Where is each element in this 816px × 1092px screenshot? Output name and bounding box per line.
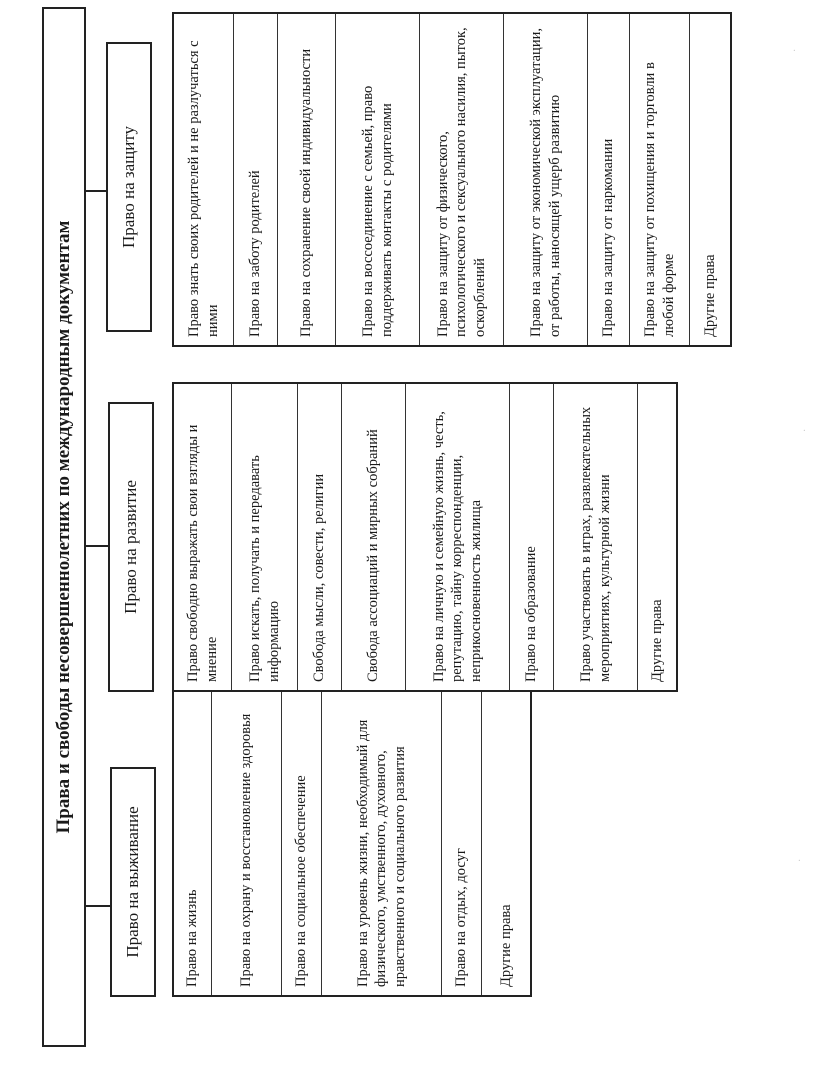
connector-survival (86, 905, 110, 907)
rights-list-survival (172, 652, 532, 997)
list-item: Право знать своих родителей и не разлучаться с ними (174, 14, 234, 345)
rights-list-development (172, 382, 678, 692)
scan-speck: · (795, 858, 806, 862)
scan-speck: · (790, 48, 801, 52)
list-item: Другие права (497, 904, 514, 987)
list-item: Право на защиту от наркомании (588, 14, 630, 345)
list-item: Право на охрану и восстановление здоровья (212, 654, 282, 995)
column-heading-development: Право на развитие (108, 402, 154, 692)
list-item: Право на образование (510, 384, 554, 690)
connector-development (86, 545, 108, 547)
list-item: Другие права (648, 599, 665, 682)
list-item: Право на заботу родителей (234, 14, 278, 345)
list-item: Право свободно выражать свои взгляды и мнение (174, 384, 232, 690)
list-item: Право на жизнь (174, 654, 212, 995)
list-item: Право на сохранение своей индивидуальности (278, 14, 336, 345)
diagram-title: Права и свободы несовершеннолетних по международным документам (42, 7, 86, 1047)
scan-speck: · (800, 428, 811, 432)
rights-list-protection (172, 12, 732, 347)
list-item: Право на отдых, досуг (442, 654, 482, 995)
column-heading-survival: Право на выживание (110, 767, 156, 997)
list-item: Право на защиту от экономической эксплуатации, от работы, наносящей ущерб развитию (504, 14, 588, 345)
list-item: Право на социальное обеспечение (282, 654, 322, 995)
list-item: Право на воссоединение с семьей, право поддерживать контакты с родителями (336, 14, 420, 345)
column-heading-protection: Право на защиту (106, 42, 152, 332)
list-item: Право на личную и семейную жизнь, честь, репутацию, тайну корреспонденции, неприкосновенность жилища (406, 384, 510, 690)
list-item: Право на уровень жизни, необходимый для физического, умственного, духовного, нравственного и социального развития (322, 654, 442, 995)
connector-protection (86, 190, 106, 192)
list-item: Право искать, получать и передавать информацию (232, 384, 298, 690)
list-item: Право на защиту от похищения и торговли в любой форме (630, 14, 690, 345)
list-item: Свобода ассоциаций и мирных собраний (342, 384, 406, 690)
list-item: Право участвовать в играх, развлекательных мероприятиях, культурной жизни (554, 384, 638, 690)
list-item: Право на защиту от физического, психологического и сексуального насилия, пыток, оскорблений (420, 14, 504, 345)
list-item: Свобода мысли, совести, религии (298, 384, 342, 690)
list-item: Другие права (701, 254, 718, 337)
